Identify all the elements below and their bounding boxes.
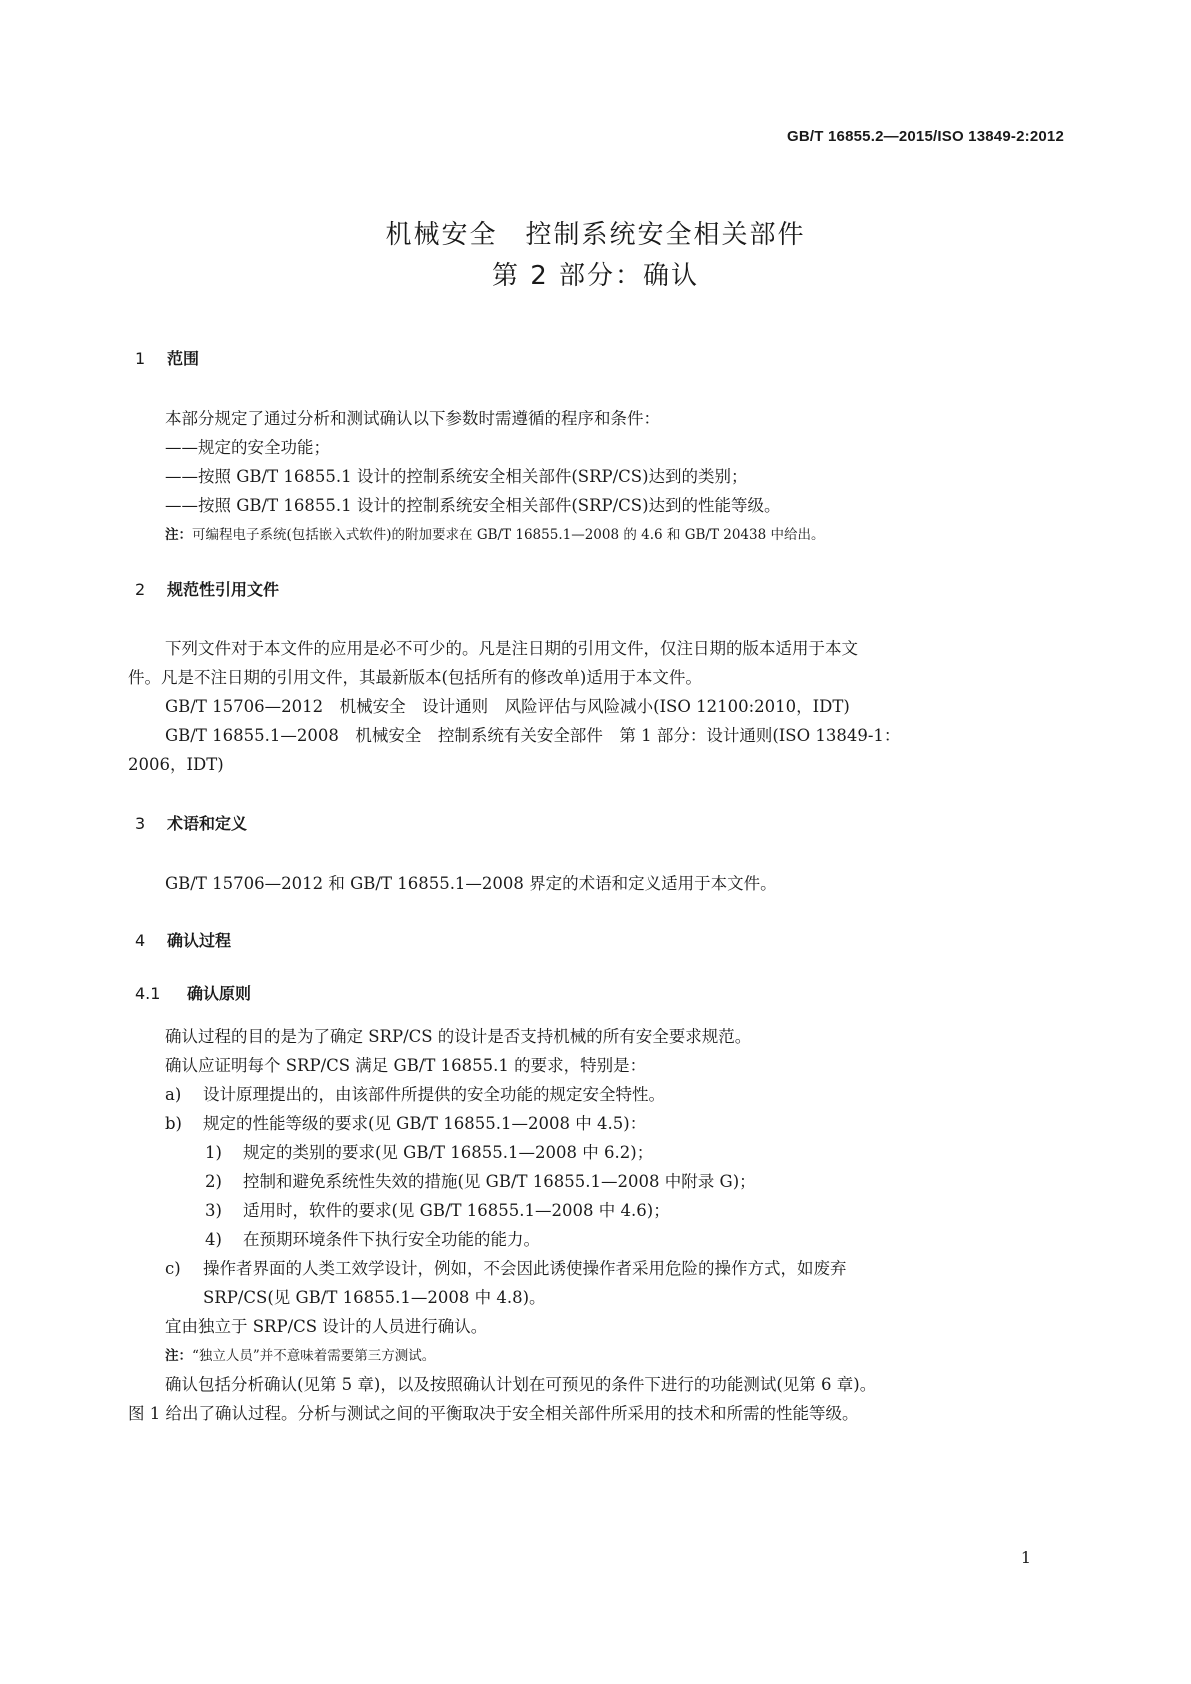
- section-heading-validation-principles: 4.1 确认原则: [135, 984, 252, 1003]
- document-title: 机械安全 控制系统安全相关部件: [385, 220, 806, 250]
- paragraph: 确认过程的目的是为了确定 SRP/CS 的设计是否支持机械的所有安全要求规范。: [165, 1027, 752, 1046]
- section-heading-normative-references: 2 规范性引用文件: [135, 580, 280, 599]
- list-item: 1) 规定的类别的要求(见 GB/T 16855.1—2008 中 6.2)；: [205, 1143, 654, 1162]
- paragraph: 本部分规定了通过分析和测试确认以下参数时需遵循的程序和条件：: [165, 409, 660, 428]
- reference-entry: 2006，IDT): [128, 755, 224, 774]
- paragraph: GB/T 15706—2012 和 GB/T 16855.1—2008 界定的术语和定义适用于本文件。: [165, 874, 777, 893]
- paragraph: 确认包括分析确认(见第 5 章)，以及按照确认计划在可预见的条件下进行的功能测试(见第 6 章)。: [165, 1375, 877, 1394]
- note: 注：“独立人员”并不意味着需要第三方测试。: [165, 1348, 436, 1364]
- paragraph: 件。凡是不注日期的引用文件，其最新版本(包括所有的修改单)适用于本文件。: [128, 668, 702, 687]
- note: 注：可编程电子系统(包括嵌入式软件)的附加要求在 GB/T 16855.1—2008 的 4.6 和 GB/T 20438 中给出。: [165, 527, 825, 543]
- list-item: ——规定的安全功能；: [165, 438, 330, 457]
- paragraph: 下列文件对于本文件的应用是必不可少的。凡是注日期的引用文件，仅注日期的版本适用于本文: [165, 639, 858, 658]
- paragraph: 宜由独立于 SRP/CS 设计的人员进行确认。: [165, 1317, 488, 1336]
- reference-entry: GB/T 15706—2012 机械安全 设计通则 风险评估与风险减小(ISO 12100:2010，IDT): [165, 697, 850, 716]
- section-heading-terms: 3 术语和定义: [135, 814, 248, 833]
- section-heading-scope: 1 范围: [135, 349, 200, 368]
- list-item: 4) 在预期环境条件下执行安全功能的能力。: [205, 1230, 540, 1249]
- list-item: a) 设计原理提出的，由该部件所提供的安全功能的规定安全特性。: [165, 1085, 665, 1104]
- page-number: 1: [1020, 1548, 1031, 1567]
- list-item-continuation: SRP/CS(见 GB/T 16855.1—2008 中 4.8)。: [203, 1288, 546, 1307]
- standard-number: GB/T 16855.2—2015/ISO 13849-2:2012: [787, 128, 1064, 145]
- list-item: 3) 适用时，软件的要求(见 GB/T 16855.1—2008 中 4.6)；: [205, 1201, 670, 1220]
- list-item: ——按照 GB/T 16855.1 设计的控制系统安全相关部件(SRP/CS)达到的类别；: [165, 467, 748, 486]
- list-item: c) 操作者界面的人类工效学设计，例如，不会因此诱使操作者采用危险的操作方式，如废弃: [165, 1259, 847, 1278]
- document-subtitle: 第 2 部分：确认: [491, 261, 700, 291]
- list-item: b) 规定的性能等级的要求(见 GB/T 16855.1—2008 中 4.5)：: [165, 1114, 647, 1133]
- list-item: 2) 控制和避免系统性失效的措施(见 GB/T 16855.1—2008 中附录 G)；: [205, 1172, 756, 1191]
- paragraph: 确认应证明每个 SRP/CS 满足 GB/T 16855.1 的要求，特别是：: [165, 1056, 647, 1075]
- section-heading-validation-process: 4 确认过程: [135, 931, 232, 950]
- paragraph: 图 1 给出了确认过程。分析与测试之间的平衡取决于安全相关部件所采用的技术和所需的性能等级。: [128, 1404, 859, 1423]
- reference-entry: GB/T 16855.1—2008 机械安全 控制系统有关安全部件 第 1 部分：设计通则(ISO 13849-1：: [165, 726, 901, 745]
- list-item: ——按照 GB/T 16855.1 设计的控制系统安全相关部件(SRP/CS)达到的性能等级。: [165, 496, 781, 515]
